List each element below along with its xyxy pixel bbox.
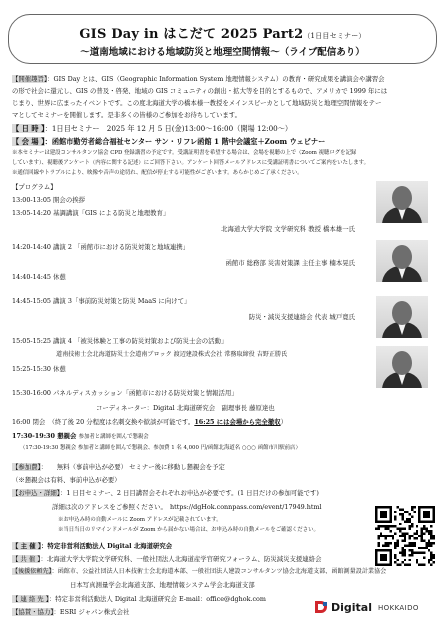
contact-line [12, 596, 266, 602]
logo-region: HOKKAIDO [378, 604, 419, 612]
program-item-5 [12, 298, 190, 304]
fee-line [12, 464, 225, 470]
speaker-photo-yoshino [376, 346, 428, 388]
reception-note: 参加者と講師を囲んで懇親会 [78, 434, 149, 440]
program-title: 開会の挨拶 [53, 196, 85, 204]
cohost-label: 【 共 催 】 [12, 555, 41, 563]
event-title-note: （1日目セミナー） [303, 32, 366, 40]
apply-note-1: ※お申込み時の自動メールに Zoom アドレスが記載されています。 [58, 517, 222, 523]
digital-logo-icon [314, 600, 328, 614]
program-time: 13:00-13:05 [12, 196, 51, 204]
intro-line-4: マとしてセミナーを開催します。是非多くの皆様のご参加をお待ちしています。 [12, 111, 242, 119]
apply-note-2: ※当日当日のリマインドメールが Zoom から届かない場合は、お申込み時の自動メールをご確認ください。 [58, 527, 319, 533]
support-line-2: 日本写真測量学会北海道支部、地理情報システム学会北海道支部 [70, 581, 255, 589]
organizer-line [12, 543, 172, 549]
organizer-text: ：特定非営利活動法人 Digital 北海道研究会 [41, 542, 173, 550]
digital-hokkaido-logo [314, 597, 438, 617]
event-title [9, 23, 436, 42]
cohost-line [12, 556, 321, 562]
venue-line [12, 138, 325, 145]
coop-text: ：ESRI ジャパン株式会社 [53, 608, 130, 616]
contact-label: 【 連 絡 先 】 [12, 595, 49, 603]
program-speaker-1: 北海道大学大学院 文学研究科 教授 橋本雄一氏 [221, 225, 355, 233]
support-label: 【後援依頼先】 [12, 568, 52, 575]
closing-emphasis: 16:25 には会場から完全撤収 [194, 418, 281, 426]
program-title: 基調講演「GIS による防災と地理教育」 [53, 209, 170, 217]
datetime-line [12, 125, 292, 132]
title-box [8, 14, 437, 64]
program-item-8 [12, 390, 238, 396]
speaker-photo-kusumoto [376, 240, 428, 282]
program-speaker-2: 函館市 総務部 災害対策課 主任主事 楠本晃氏 [225, 259, 355, 267]
contact-text: ：特定非営利活動法人 Digital 北海道研究会 E-mail：office@dghok.com [48, 595, 266, 603]
speaker-photo-kido [376, 296, 428, 338]
closing-note: （終了後 20 分程度は名刺交換や歓談が可能です。 [51, 418, 195, 426]
program-header: 【プログラム】 [12, 183, 57, 191]
reception-time: 17:30-19:30 [12, 432, 55, 440]
program-title: パネルディスカッション「函館市における防災対策と情報活用」 [53, 389, 238, 397]
reception-title: 懇親会 [57, 432, 77, 440]
venue-label: 【 会 場 】 [12, 137, 45, 146]
apply-detail-prefix: 詳細は次のアドレスをご参照ください。 [52, 503, 164, 511]
coordinator: コーディネーター：Digital 北海道研究会 副理事長 藤原達也 [96, 404, 275, 412]
fee-label: 【参加費】 [12, 463, 41, 471]
event-title-text: GIS Day in はこだて 2025 Part2 [79, 27, 304, 42]
intro-line-1 [12, 76, 385, 82]
program-title: 休憩 [53, 365, 66, 373]
program-speaker-4: 道南技術士会北海道防災士会道南ブロック 渡辺建設株式会社 常務取締役 吉野正勝氏 [56, 351, 288, 358]
program-title: 休憩 [53, 273, 66, 281]
fee-note: （※懇親会は有料、事前申込が必要） [12, 476, 121, 484]
program-time: 14:45-15:05 [12, 297, 51, 305]
organizer-label: 【 主 催 】 [12, 542, 42, 550]
event-subtitle: ～道南地域における地域防災と地理空間情報～（ライブ配信あり） [80, 47, 365, 58]
program-time: 13:05-14:20 [12, 209, 51, 217]
closing-time: 16:00 [12, 418, 31, 426]
cohost-text: ：北海道大学大学院文学研究科、一般社団法人北海道産学官研究フォーラム、防災減災支援連絡会 [40, 555, 322, 563]
coop-label: 【協賛・協力】 [12, 608, 54, 616]
program-time: 15:05-15:25 [12, 337, 51, 345]
intro-line-2: の形で社会に還元し、GIS の普及・啓発、地域の GIS コミュニティの創出・拡大等を目的とするもので、アメリカで 1999 年には [12, 87, 388, 95]
datetime-label: 【 日 時 】 [12, 124, 45, 133]
closing-text: 閉会 [32, 418, 46, 426]
reception-line [12, 433, 149, 440]
closing-end: ） [280, 418, 287, 426]
program-time: 15:30-16:00 [12, 389, 51, 397]
venue-note-1: ※本セミナーは建設コンサルタンツ協会 CPD 登録講習の予定です。受講証明書を希望する場合は、会場を視聴の上で（Zoom 視聴ログを記録 [12, 150, 357, 156]
speaker-photo-hashimoto [376, 181, 428, 223]
program-item-1 [12, 197, 85, 203]
datetime-text: ：1日目セミナー 2025 年 12 月 5 日(金)13:00～16:00（開場 12:00～） [44, 124, 293, 133]
venue-note-2: しています）、視聴後アンケート（内容に関する記述）にご回答下さい。アンケート回答メールアドレスに受講証明書についてご案内をいたします。 [12, 160, 370, 166]
fee-text: ： 無料（事前申込が必要） セミナー後に移動し懇親会を予定 [40, 463, 225, 471]
reception-detail: （17:30-19:30 懇親会 参加者と講師を囲んで懇親会、参加費 1 名 4,000 円/函館北海道名 ○○○ 函館市川駅前店） [20, 445, 301, 451]
program-title: 講演 2 「函館市における防災対策と地域連携」 [53, 243, 189, 251]
qr-code[interactable] [375, 506, 435, 566]
program-time: 14:20-14:40 [12, 243, 51, 251]
apply-text: ：1 日目セミナー、2 日目講習会それぞれお申込が必要です。(1 日目だけの参加可能です) [59, 489, 319, 497]
logo-name: Digital [331, 601, 372, 614]
apply-detail [52, 504, 322, 510]
program-item-7 [12, 366, 66, 372]
program-item-3 [12, 244, 189, 250]
program-item-2 [12, 210, 169, 216]
support-text-1: ：函館市、公益社団法人日本技術士会北海道本部、一般社団法人建設コンサルタンツ協会北海道支部、函館測量設計業協会 [51, 568, 387, 575]
apply-label: 【お申込・詳細】 [12, 489, 60, 497]
program-time: 15:25-15:30 [12, 365, 51, 373]
intro-label: 【開催趣旨】 [12, 75, 48, 83]
program-item-6 [12, 338, 227, 344]
program-title: 講演 3「事前防災対策と防災 MaaS に向けて」 [53, 297, 191, 305]
event-url-link[interactable]: https://dgHok.connpass.com/event/17949.html [170, 503, 322, 511]
intro-text-1: ：GIS Day とは、GIS（Geographic Information System 地理情報システム）の教育・研究成果を講演会や講習会 [47, 75, 385, 83]
closing-line [12, 419, 287, 425]
venue-note-3: ※通信回線やトラブルにより、映像や音声の途切れ、配信が停止する可能性がございます。あらかじめご了承ください。 [12, 170, 303, 176]
program-item-4 [12, 274, 66, 280]
apply-line [12, 490, 319, 496]
program-speaker-3: 防災・減災支援連絡会 代表 城戸寛氏 [248, 313, 355, 321]
coop-line [12, 609, 129, 615]
support-line-1 [12, 569, 386, 575]
program-time: 14:40-14:45 [12, 273, 51, 281]
venue-text: ：函館市勤労者総合福祉センター サン・リフレ函館 1 階中会議室＋Zoom ウェビナー [44, 137, 326, 146]
program-title: 講演 4 「被災体験と工事の防災対策および防災士会の活動」 [53, 337, 228, 345]
intro-line-3: じまり、世界に広まったイベントです。この度北海道大学の橋本様一教授をメインスピーカとして地域防災と地理空間情報をテー [12, 99, 382, 107]
